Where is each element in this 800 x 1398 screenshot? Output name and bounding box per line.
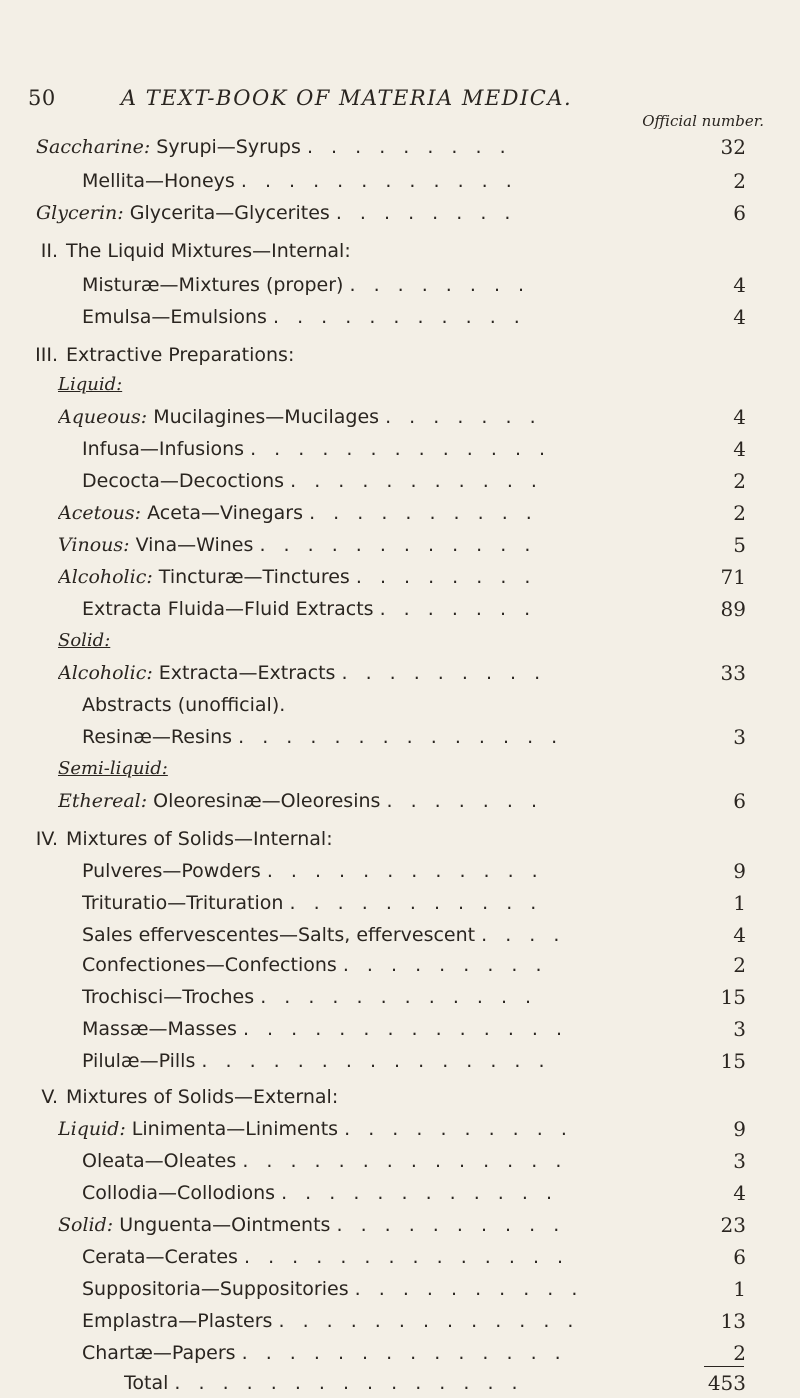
leader-dots: . . . . . . . . xyxy=(355,566,537,588)
entry-row xyxy=(82,1338,690,1368)
leader-dots: . . . . . . . . . xyxy=(342,954,548,976)
entry-row xyxy=(58,1210,690,1240)
preparation-name: Mellita—Honeys xyxy=(82,170,235,192)
official-number: 6 xyxy=(733,789,746,813)
official-number: 15 xyxy=(720,1049,746,1073)
leader-dots: . . . . . . . xyxy=(386,790,543,812)
entry-row xyxy=(82,1146,690,1176)
leader-dots: . . . . . . . . . . . xyxy=(290,470,543,492)
official-number: 1 xyxy=(733,1277,746,1301)
category-label: Acetous: xyxy=(58,502,142,524)
official-number: 9 xyxy=(733,859,746,883)
official-number: 71 xyxy=(720,565,746,589)
official-number: 32 xyxy=(720,135,746,159)
preparation-name: Emulsa—Emulsions xyxy=(82,306,267,328)
section-title: Mixtures of Solids—Internal: xyxy=(66,828,333,850)
preparation-name: Collodia—Collodions xyxy=(82,1182,276,1204)
entry-row xyxy=(58,1114,690,1144)
category-label: Vinous: xyxy=(58,534,130,556)
leader-dots: . . . . . . . . . . xyxy=(309,502,538,524)
official-number: 2 xyxy=(733,169,746,193)
preparation-name: Extracta Fluida—Fluid Extracts xyxy=(82,598,374,620)
category-label: Aqueous: xyxy=(58,406,148,428)
official-number: 3 xyxy=(733,1017,746,1041)
leader-dots: . . . . . . . . . . . . xyxy=(240,170,518,192)
entry-row xyxy=(58,786,690,816)
entry-row xyxy=(82,434,690,464)
section-title: The Liquid Mixtures—Internal: xyxy=(66,240,351,262)
official-number: 3 xyxy=(733,1149,746,1173)
preparation-name: Resinæ—Resins xyxy=(82,726,233,748)
leader-dots: . . . . . . . . . . . . . . . xyxy=(201,1050,551,1072)
entry-row xyxy=(82,920,690,950)
preparation-name: Unguenta—Ointments xyxy=(119,1214,331,1236)
official-number: 2 xyxy=(733,469,746,493)
preparation-name: Extracta—Extracts xyxy=(158,662,336,684)
entry-row xyxy=(58,402,690,432)
entry-row xyxy=(82,594,690,624)
leader-dots: . . . . . . . . . . xyxy=(354,1278,584,1300)
column-heading: Official number. xyxy=(642,112,764,130)
leader-dots: . . . . . . . . . . . . . xyxy=(250,438,552,460)
official-number: 4 xyxy=(733,923,746,947)
official-number: 453 xyxy=(707,1371,746,1395)
leader-dots: . . . . . . . . . . . . . . xyxy=(241,1342,567,1364)
section-numeral: III. xyxy=(35,344,58,366)
running-header xyxy=(28,86,572,110)
preparation-name: Pilulæ—Pills xyxy=(82,1050,196,1072)
leader-dots: . . . . . . . . xyxy=(335,202,517,224)
section-title: Extractive Preparations: xyxy=(66,344,295,366)
leader-dots: . . . . . . . . . xyxy=(306,136,512,158)
entry-row xyxy=(82,888,690,918)
section-heading xyxy=(20,824,333,854)
preparation-name: Linimenta—Liniments xyxy=(131,1118,339,1140)
leader-dots: . . . . . . . . . . xyxy=(336,1214,566,1236)
official-number: 4 xyxy=(733,305,746,329)
official-number: 13 xyxy=(720,1309,746,1333)
leader-dots: . . . . . . . . . . . . . . xyxy=(238,726,564,748)
running-title: A TEXT-BOOK OF MATERIA MEDICA. xyxy=(120,86,573,110)
subheading: Semi-liquid: xyxy=(58,758,168,779)
preparation-name: Oleoresinæ—Oleoresins xyxy=(153,790,381,812)
official-number: 2 xyxy=(733,1341,746,1365)
preparation-name: Tincturæ—Tinctures xyxy=(158,566,350,588)
preparation-name: Abstracts (unofficial). xyxy=(82,694,286,716)
total-rule xyxy=(704,1366,744,1367)
preparation-name: Cerata—Cerates xyxy=(82,1246,238,1268)
preparation-name: Infusa—Infusions xyxy=(82,438,245,460)
leader-dots: . . . . xyxy=(481,924,566,946)
category-label: Glycerin: xyxy=(36,202,124,224)
preparation-name: Chartæ—Papers xyxy=(82,1342,236,1364)
entry-row xyxy=(82,1242,690,1272)
official-number: 3 xyxy=(733,725,746,749)
leader-dots: . . . . . . . . . . . . . . xyxy=(242,1018,569,1040)
entry-row xyxy=(82,950,690,980)
official-number: 4 xyxy=(733,1181,746,1205)
entry-row xyxy=(124,1368,690,1398)
preparation-name: Mucilagines—Mucilages xyxy=(153,406,380,428)
preparation-name: Confectiones—Confections xyxy=(82,954,337,976)
entry-row xyxy=(82,1046,690,1076)
subheading: Solid: xyxy=(58,630,111,651)
official-number: 5 xyxy=(733,533,746,557)
section-numeral: IV. xyxy=(35,828,58,850)
section-heading xyxy=(20,1082,338,1112)
preparation-name: Syrupi—Syrups xyxy=(156,136,301,158)
entry-row xyxy=(58,530,690,560)
preparation-name: Emplastra—Plasters xyxy=(82,1310,273,1332)
official-number: 6 xyxy=(733,201,746,225)
preparation-name: Glycerita—Glycerites xyxy=(129,202,330,224)
preparation-name: Pulveres—Powders xyxy=(82,860,261,882)
entry-row xyxy=(82,856,690,886)
entry-row xyxy=(82,1274,690,1304)
section-heading xyxy=(20,236,351,266)
category-label: Saccharine: xyxy=(36,136,151,158)
preparation-name: Total xyxy=(124,1372,169,1394)
leader-dots: . . . . . . . . . . . . xyxy=(266,860,544,882)
official-number: 23 xyxy=(720,1213,746,1237)
official-number: 6 xyxy=(733,1245,746,1269)
leader-dots: . . . . . . . . xyxy=(349,274,531,296)
preparation-name: Sales effervescentes—Salts, effervescent xyxy=(82,924,476,946)
leader-dots: . . . . . . . . . . . . xyxy=(281,1182,559,1204)
entry-row xyxy=(58,562,690,592)
leader-dots: . . . . . . . . . . . . . . . xyxy=(174,1372,524,1394)
entry-row xyxy=(82,982,690,1012)
category-label: Alcoholic: xyxy=(58,566,153,588)
entry-row xyxy=(82,1014,690,1044)
category-label: Alcoholic: xyxy=(58,662,153,684)
official-number: 2 xyxy=(733,953,746,977)
entry-row xyxy=(82,466,690,496)
entry-row xyxy=(82,270,690,300)
page-number: 50 xyxy=(28,86,56,110)
preparation-name: Misturæ—Mixtures (proper) xyxy=(82,274,344,296)
leader-dots: . . . . . . . . . . . xyxy=(289,892,543,914)
leader-dots: . . . . . . . . . . . . . . xyxy=(242,1150,568,1172)
entry-row xyxy=(58,658,690,688)
preparation-name: Suppositoria—Suppositories xyxy=(82,1278,349,1300)
official-number: 4 xyxy=(733,273,746,297)
leader-dots: . . . . . . . . . . . . . . xyxy=(244,1246,570,1268)
leader-dots: . . . . . . . . . . . . xyxy=(260,986,538,1008)
entry-row xyxy=(82,722,690,752)
leader-dots: . . . . . . . . . . . . . xyxy=(278,1310,580,1332)
official-number: 33 xyxy=(720,661,746,685)
entry-row xyxy=(82,690,690,720)
category-label: Solid: xyxy=(58,1214,114,1236)
preparation-name: Decocta—Decoctions xyxy=(82,470,285,492)
leader-dots: . . . . . . . xyxy=(379,598,537,620)
subheading: Liquid: xyxy=(58,374,123,395)
official-number: 4 xyxy=(733,405,746,429)
entry-row xyxy=(36,198,690,228)
official-number: 9 xyxy=(733,1117,746,1141)
leader-dots: . . . . . . . . . xyxy=(341,662,547,684)
official-number: 15 xyxy=(720,985,746,1009)
section-numeral: II. xyxy=(40,240,58,262)
preparation-name: Vina—Wines xyxy=(135,534,254,556)
official-number: 2 xyxy=(733,501,746,525)
preparation-name: Massæ—Masses xyxy=(82,1018,237,1040)
category-label: Liquid: xyxy=(58,1118,126,1140)
preparation-name: Oleata—Oleates xyxy=(82,1150,237,1172)
section-heading xyxy=(20,340,294,370)
leader-dots: . . . . . . . . . . xyxy=(344,1118,573,1140)
official-number: 4 xyxy=(733,437,746,461)
entry-row xyxy=(82,1178,690,1208)
leader-dots: . . . . . . . . . . . . xyxy=(259,534,537,556)
official-number: 89 xyxy=(720,597,746,621)
official-number: 1 xyxy=(733,891,746,915)
section-title: Mixtures of Solids—External: xyxy=(66,1086,339,1108)
preparation-name: Trituratio—Trituration xyxy=(82,892,284,914)
entry-row xyxy=(36,132,690,162)
preparation-name: Aceta—Vinegars xyxy=(147,502,304,524)
entry-row xyxy=(82,166,690,196)
entry-row xyxy=(58,498,690,528)
category-label: Ethereal: xyxy=(58,790,148,812)
entry-row xyxy=(82,302,690,332)
leader-dots: . . . . . . . . . . . xyxy=(273,306,526,328)
section-numeral: V. xyxy=(41,1086,58,1108)
preparation-name: Trochisci—Troches xyxy=(82,986,255,1008)
leader-dots: . . . . . . . xyxy=(385,406,542,428)
entry-row xyxy=(82,1306,690,1336)
